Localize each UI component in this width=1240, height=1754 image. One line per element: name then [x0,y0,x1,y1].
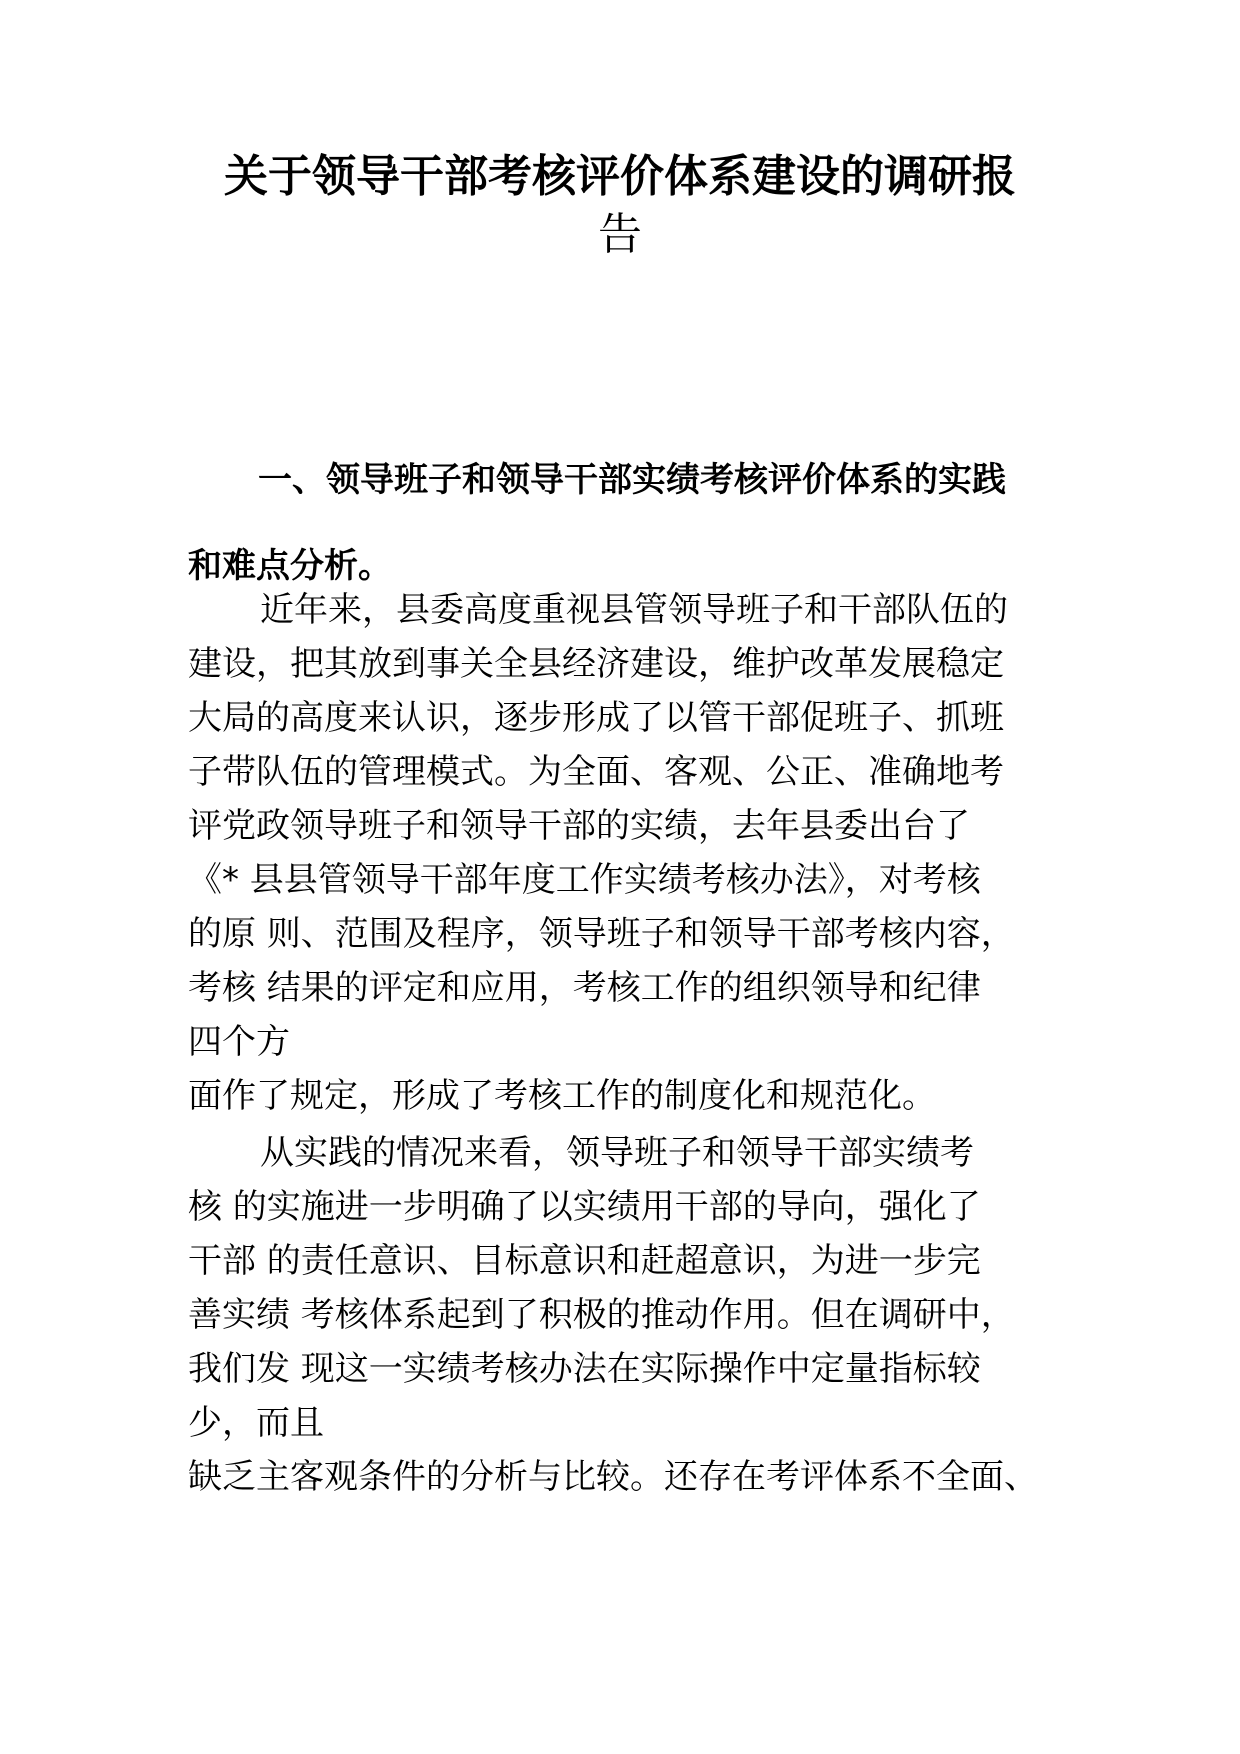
text-line: 核 的实施进一步明确了以实绩用干部的导向，强化了 [188,1187,981,1227]
heading-line: 一、领导班子和领导干部实绩考核评价体系的实践 [258,460,1006,500]
text-line: 大局的高度来认识，逐步形成了以管干部促班子、抓班 [188,698,1004,738]
text-line: 建设，把其放到事关全县经济建设，维护改革发展稳定 [188,644,1004,684]
text-line: 子带队伍的管理模式。为全面、客观、公正、准确地考 [188,752,1004,792]
text-line: 善实绩 考核体系起到了积极的推动作用。但在调研中， [188,1295,1015,1335]
title-line: 告 [598,209,642,260]
text-line: 少，而且 [188,1403,324,1443]
text-line: 缺乏主客观条件的分析与比较。还存在考评体系不全面、 [188,1457,1038,1497]
paragraph-1 [188,590,1088,1130]
text-line: 四个方 [188,1022,290,1062]
text-line: 《* 县县管领导干部年度工作实绩考核办法》，对考核 [188,860,981,900]
text-line: 我们发 现这一实绩考核办法在实际操作中定量指标较 [188,1349,981,1389]
heading-line: 和难点分析。 [188,546,392,586]
text-line: 考核 结果的评定和应用，考核工作的组织领导和纪律 [188,968,981,1008]
title-line: 关于领导干部考核评价体系建设的调研报 [224,151,1016,202]
document-title [180,148,1060,264]
text-line: 面作了规定，形成了考核工作的制度化和规范化。 [188,1076,936,1116]
text-line: 干部 的责任意识、目标意识和赶超意识，为进一步完 [188,1241,981,1281]
section-heading [188,460,1068,586]
text-line: 的原 则、范围及程序，领导班子和领导干部考核内容， [188,914,1015,954]
text-line: 从实践的情况来看，领导班子和领导干部实绩考 [260,1133,974,1173]
text-line: 评党政领导班子和领导干部的实绩，去年县委出台了 [188,806,970,846]
paragraph-2 [188,1133,1088,1511]
text-line: 近年来，县委高度重视县管领导班子和干部队伍的 [260,590,1008,630]
